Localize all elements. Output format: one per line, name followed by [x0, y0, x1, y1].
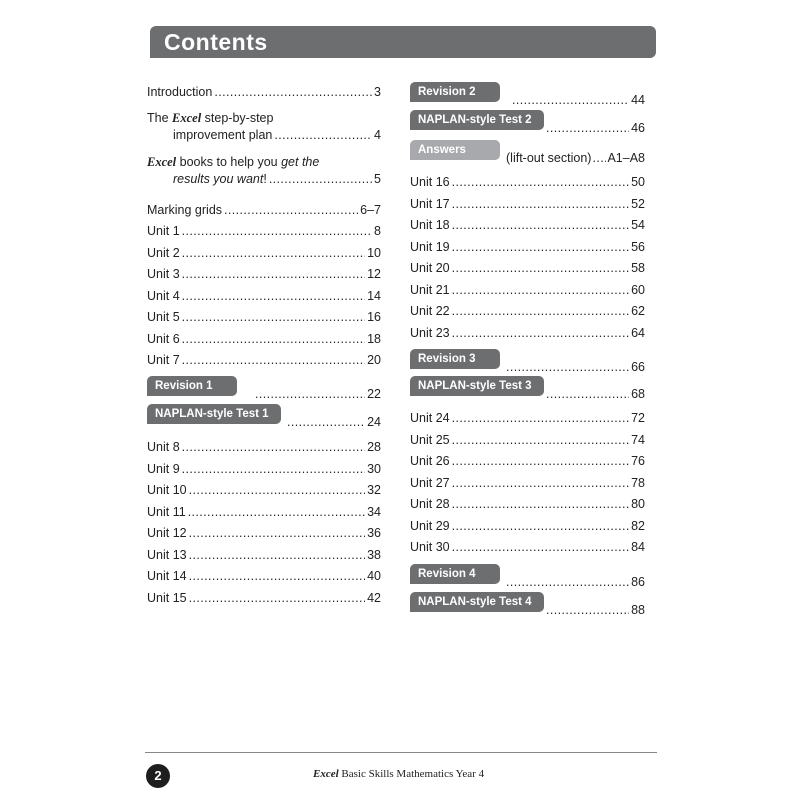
toc-entry-unit[interactable]: [147, 284, 381, 304]
leader-dots: [452, 432, 629, 448]
entry-label: Unit 16: [410, 175, 450, 189]
entry-page: 10: [367, 245, 381, 260]
leader-dots: [182, 461, 365, 477]
toc-entry-unit[interactable]: [147, 543, 381, 563]
leader-dots: [269, 171, 372, 188]
toc-entry-unit[interactable]: [147, 457, 381, 477]
entry-label: Unit 11: [147, 504, 186, 519]
entry-label: Unit 20: [410, 261, 450, 275]
toc-entry-unit[interactable]: [147, 305, 381, 325]
entry-label: Unit 26: [410, 454, 450, 468]
leader-dots: [452, 239, 629, 255]
leader-dots: [452, 496, 629, 512]
leader-dots: [452, 453, 629, 469]
entry-label: Unit 9: [147, 461, 180, 476]
leader-dots: [189, 590, 365, 606]
entry-label: Unit 4: [147, 288, 180, 303]
entry-page: 52: [631, 196, 645, 211]
leader-dots: [182, 309, 365, 325]
leader-dots: [274, 127, 372, 144]
toc-entry-unit[interactable]: [410, 278, 645, 298]
toc-entry-unit[interactable]: [147, 241, 381, 261]
toc-entry-unit[interactable]: [410, 471, 645, 491]
leader-dots: [452, 410, 629, 426]
toc-entry-naplan-test-4[interactable]: NAPLAN-style Test 4 ..... 88: [410, 598, 645, 618]
leader-dots: [452, 518, 629, 534]
entry-page: 18: [367, 331, 381, 346]
entry-page: 8: [374, 224, 381, 238]
toc-entry-unit[interactable]: [147, 327, 381, 347]
entry-page: 32: [367, 483, 381, 497]
leader-dots: [452, 539, 629, 555]
leader-dots: [182, 223, 372, 239]
toc-entry-naplan-test-2[interactable]: NAPLAN-style Test 2 ..... 46: [410, 116, 645, 136]
entry-label: Unit 18: [410, 218, 450, 232]
entry-page: 64: [631, 325, 645, 340]
entry-page: 36: [367, 526, 381, 540]
entry-label: Unit 6: [147, 331, 180, 346]
leader-dots: [182, 288, 365, 304]
toc-entry-revision-4[interactable]: Revision 4 ..... 86: [410, 570, 645, 590]
toc-entry-unit[interactable]: [147, 521, 381, 541]
entry-page: 54: [631, 218, 645, 232]
entry-label: Unit 30: [410, 540, 450, 554]
leader-dots: [452, 325, 629, 341]
entry-page: 20: [367, 353, 381, 367]
entry-page: 16: [367, 310, 381, 324]
leader-dots: [452, 174, 629, 190]
leader-dots: [182, 266, 365, 282]
toc-entry-unit[interactable]: [410, 514, 645, 534]
toc-entry-unit[interactable]: [410, 449, 645, 469]
toc-entry-unit[interactable]: [410, 406, 645, 426]
entry-page: 40: [367, 569, 381, 583]
entry-label: Unit 27: [410, 475, 450, 490]
leader-dots: [182, 439, 365, 455]
leader-dots: [452, 282, 629, 298]
entry-label: Unit 7: [147, 353, 180, 367]
leader-dots: [452, 475, 629, 491]
entry-label: Unit 29: [410, 518, 450, 533]
entry-page: 60: [631, 282, 645, 297]
toc-entry-unit[interactable]: [147, 586, 381, 606]
book-title: Excel Basic Skills Mathematics Year 4: [313, 768, 485, 780]
excel-brand: Excel: [172, 111, 202, 125]
entry-page: 58: [631, 261, 645, 275]
leader-dots: [188, 504, 365, 520]
toc-entry-excel-books[interactable]: Excel books to help you get the results you want ! ..... 5: [147, 154, 381, 188]
page-number-badge: 2: [146, 764, 170, 788]
entry-label: Unit 17: [410, 196, 450, 211]
leader-dots: [452, 260, 629, 276]
toc-entry-introduction[interactable]: [147, 80, 381, 100]
toc-entry-unit[interactable]: [147, 564, 381, 584]
leader-dots: [189, 547, 365, 563]
entry-page: 38: [367, 547, 381, 562]
entry-label: Unit 21: [410, 282, 450, 297]
entry-page: 50: [631, 175, 645, 189]
contents-title: Contents: [150, 26, 656, 58]
leader-dots: [189, 568, 365, 584]
entry-label: Unit 10: [147, 483, 187, 497]
toc-entry-revision-3[interactable]: Revision 3 ..... 66: [410, 355, 645, 375]
leader-dots: [182, 331, 365, 347]
leader-dots: [182, 352, 365, 368]
entry-label: Unit 13: [147, 547, 187, 562]
entry-label: Unit 28: [410, 497, 450, 511]
leader-dots: [189, 482, 365, 498]
toc-entry-unit[interactable]: [410, 170, 645, 190]
entry-page: 84: [631, 540, 645, 554]
leader-dots: [452, 217, 629, 233]
entry-label: Unit 14: [147, 569, 187, 583]
toc-entry-answers[interactable]: Answers (lift-out section) ..... A1–A8: [410, 146, 645, 166]
entry-page: 30: [367, 461, 381, 476]
entry-page: 82: [631, 518, 645, 533]
entry-page: 80: [631, 497, 645, 511]
toc-entry-unit[interactable]: [147, 435, 381, 455]
leader-dots: [214, 84, 372, 100]
entry-label: Unit 5: [147, 310, 180, 324]
toc-entry-unit[interactable]: [147, 262, 381, 282]
entry-label: Unit 2: [147, 245, 180, 260]
toc-entry-naplan-test-1[interactable]: NAPLAN-style Test 1 ..... 24: [147, 410, 381, 430]
leader-dots: [189, 525, 365, 541]
entry-label: Unit 3: [147, 267, 180, 281]
entry-page: 34: [367, 504, 381, 519]
toc-entry-naplan-test-3[interactable]: NAPLAN-style Test 3 ..... 68: [410, 382, 645, 402]
toc-entry-marking-grids[interactable]: Marking grids ..... 6–7: [147, 198, 381, 218]
leader-dots: [452, 196, 629, 212]
toc-entry-unit[interactable]: [410, 321, 645, 341]
entry-label: Unit 25: [410, 432, 450, 447]
entry-page: 28: [367, 440, 381, 454]
toc-entry-unit[interactable]: [410, 256, 645, 276]
toc-entry-unit[interactable]: [410, 235, 645, 255]
entry-page: 76: [631, 454, 645, 468]
toc-entry-unit[interactable]: [410, 192, 645, 212]
toc-entry-unit[interactable]: [147, 219, 381, 239]
toc-entry-unit[interactable]: [410, 428, 645, 448]
toc-entry-unit[interactable]: [410, 299, 645, 319]
entry-page: 74: [631, 432, 645, 447]
entry-page: 3: [374, 85, 381, 99]
toc-entry-unit[interactable]: [147, 500, 381, 520]
entry-label: Unit 15: [147, 590, 187, 605]
entry-label: Unit 12: [147, 526, 187, 540]
entry-page: 56: [631, 239, 645, 254]
entry-label: Unit 19: [410, 239, 450, 254]
toc-entry-improvement-plan[interactable]: The Excel step-by-step improvement plan ..... 4: [147, 110, 381, 144]
entry-page: 42: [367, 590, 381, 605]
entry-label: Unit 8: [147, 440, 180, 454]
leader-dots: [452, 303, 629, 319]
excel-brand: Excel: [313, 768, 339, 780]
footer-divider: [145, 752, 657, 753]
toc-entry-revision-1[interactable]: Revision 1 ..... 22: [147, 382, 381, 402]
toc-entry-unit[interactable]: [147, 348, 381, 368]
entry-label: Introduction: [147, 85, 213, 99]
entry-page: 72: [631, 411, 645, 425]
entry-page: 62: [631, 304, 645, 318]
toc-entry-unit[interactable]: [147, 478, 381, 498]
entry-page: 12: [367, 267, 381, 281]
entry-page: 14: [367, 288, 381, 303]
excel-brand: Excel: [147, 155, 177, 169]
entry-label: Unit 24: [410, 411, 450, 425]
toc-entry-unit[interactable]: [410, 492, 645, 512]
entry-label: Unit 23: [410, 325, 450, 340]
leader-dots: [182, 245, 365, 261]
toc-entry-unit[interactable]: [410, 535, 645, 555]
entry-label: Unit 22: [410, 304, 450, 318]
entry-page: 78: [631, 475, 645, 490]
entry-label: Unit 1: [147, 224, 180, 238]
toc-entry-revision-2[interactable]: Revision 2 ..... 44: [410, 88, 645, 108]
toc-entry-unit[interactable]: [410, 213, 645, 233]
